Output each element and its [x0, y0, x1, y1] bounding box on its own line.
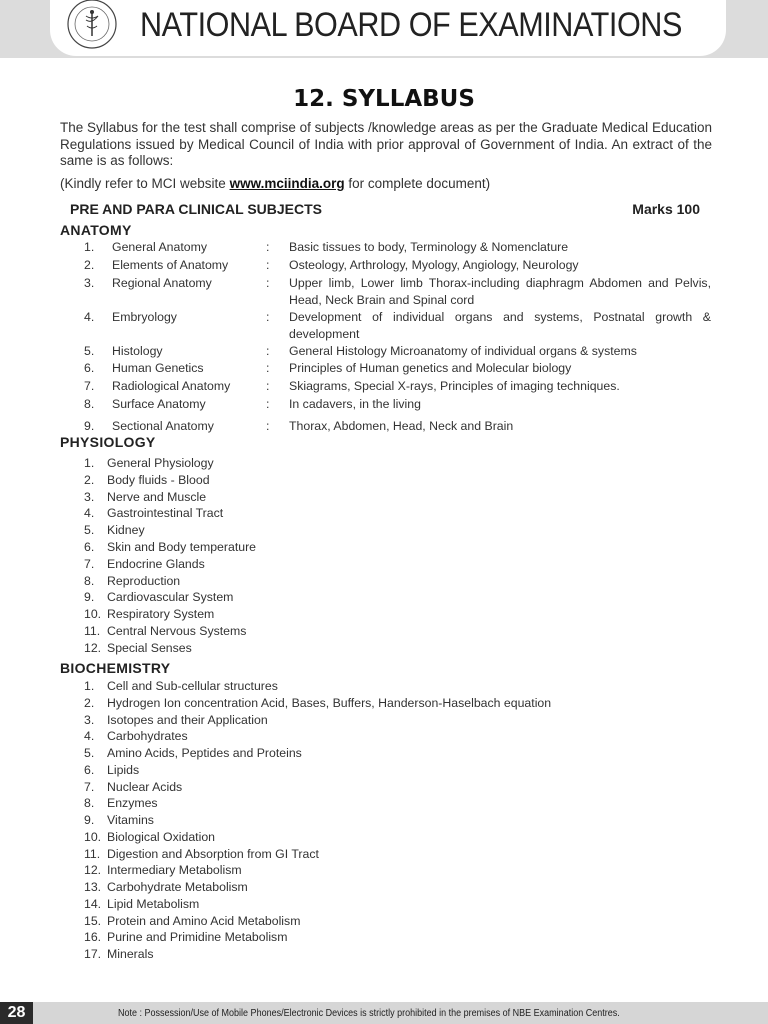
row-colon: :: [266, 361, 270, 375]
list-item-text: Enzymes: [107, 796, 158, 811]
list-item-text: Respiratory System: [107, 607, 215, 622]
row-description: Principles of Human genetics and Molecular biology: [289, 361, 572, 375]
list-item-text: Vitamins: [107, 813, 154, 827]
list-item-number: 12.: [84, 863, 102, 878]
list-item-text: Cell and Sub-cellular structures: [107, 679, 278, 693]
list-item-number: 10.: [84, 607, 102, 622]
list-item-number: 8.: [84, 796, 95, 811]
list-item-text: Lipid Metabolism: [107, 896, 200, 911]
row-description: In cadavers, in the living: [289, 397, 421, 411]
refer-prefix: (Kindly refer to MCI website: [60, 176, 230, 191]
row-topic: Elements of Anatomy: [112, 258, 229, 272]
biochemistry-heading: BIOCHEMISTRY: [60, 660, 171, 676]
list-item-text: Carbohydrates: [107, 729, 188, 744]
list-item-number: 11.: [84, 846, 101, 861]
list-item-text: Lipids: [107, 762, 140, 777]
page-number: 28: [0, 1002, 33, 1024]
row-colon: :: [266, 379, 270, 393]
list-item-number: 3.: [84, 489, 95, 504]
list-item-number: 15.: [84, 913, 102, 928]
row-topic: Radiological Anatomy: [112, 379, 231, 393]
row-number: 7.: [84, 379, 95, 393]
list-item-number: 9.: [84, 590, 95, 605]
list-item-text: Endocrine Glands: [107, 556, 205, 571]
list-item-text: Hydrogen Ion concentration Acid, Bases, Buffers, Handerson-Haselbach equation: [107, 695, 552, 710]
list-item-text: Reproduction: [107, 573, 181, 588]
list-item-text: Biological Oxidation: [107, 829, 216, 844]
refer-suffix: for complete document): [344, 176, 491, 191]
row-colon: :: [266, 310, 270, 324]
list-item-number: 1.: [84, 456, 95, 470]
row-colon: :: [266, 344, 270, 358]
row-description: Skiagrams, Special X-rays, Principles of imaging techniques.: [289, 379, 620, 393]
row-topic: Sectional Anatomy: [112, 419, 214, 433]
row-number: 9.: [84, 419, 95, 433]
row-colon: :: [266, 276, 270, 290]
list-item-text: Kidney: [107, 523, 145, 538]
list-item-number: 7.: [84, 779, 95, 794]
list-item-text: Minerals: [107, 947, 154, 961]
row-number: 2.: [84, 258, 95, 272]
list-item-number: 17.: [84, 947, 102, 961]
list-item-number: 8.: [84, 573, 95, 588]
page-header-title: NATIONAL BOARD OF EXAMINATIONS: [140, 6, 682, 44]
list-item-text: Central Nervous Systems: [107, 624, 247, 638]
list-item-text: Protein and Amino Acid Metabolism: [107, 913, 301, 928]
list-item-number: 14.: [84, 896, 102, 911]
row-colon: :: [266, 258, 270, 272]
row-topic: Regional Anatomy: [112, 276, 212, 290]
list-item-text: Amino Acids, Peptides and Proteins: [107, 746, 302, 760]
row-number: 1.: [84, 240, 95, 254]
list-item-text: Isotopes and their Application: [107, 712, 268, 727]
row-number: 3.: [84, 276, 95, 290]
list-item-number: 10.: [84, 829, 102, 844]
row-colon: :: [266, 240, 270, 254]
row-description: Development of individual organs and systems, Postnatal growth & development: [289, 310, 711, 341]
row-topic: Embryology: [112, 310, 177, 324]
list-item-text: Carbohydrate Metabolism: [107, 880, 248, 894]
refer-line: [60, 176, 490, 191]
list-item-text: Body fluids - Blood: [107, 472, 210, 487]
list-item-number: 12.: [84, 640, 102, 655]
row-number: 5.: [84, 344, 95, 358]
list-item-number: 3.: [84, 712, 95, 727]
row-colon: :: [266, 397, 270, 411]
list-item-number: 7.: [84, 556, 95, 571]
anatomy-heading: ANATOMY: [60, 222, 132, 238]
list-item-text: Nerve and Muscle: [107, 489, 207, 504]
list-item-text: General Physiology: [107, 456, 214, 470]
row-number: 6.: [84, 361, 95, 375]
section-title: 12. SYLLABUS: [293, 86, 475, 112]
row-topic: Surface Anatomy: [112, 397, 206, 411]
list-item-number: 2.: [84, 695, 95, 710]
list-item-number: 5.: [84, 523, 95, 538]
row-number: 8.: [84, 397, 95, 411]
mci-website-link[interactable]: www.mciindia.org: [229, 176, 345, 191]
list-item-number: 11.: [84, 624, 101, 638]
list-item-text: Special Senses: [107, 640, 192, 655]
subjects-heading: PRE AND PARA CLINICAL SUBJECTS: [70, 201, 323, 217]
footer-note: Note : Possession/Use of Mobile Phones/Electronic Devices is strictly prohibited in the premises of NBE Examination Centres.: [118, 1008, 620, 1019]
nbe-emblem-icon: [64, 0, 120, 52]
marks-label: Marks 100: [632, 201, 700, 217]
row-topic: Histology: [112, 344, 163, 358]
physiology-heading: PHYSIOLOGY: [60, 434, 156, 450]
list-item-number: 5.: [84, 746, 95, 760]
list-item-text: Intermediary Metabolism: [107, 863, 242, 878]
list-item-number: 13.: [84, 880, 102, 894]
list-item-text: Nuclear Acids: [107, 779, 183, 794]
list-item-number: 1.: [84, 679, 95, 693]
list-item-text: Gastrointestinal Tract: [107, 506, 224, 521]
row-topic: General Anatomy: [112, 240, 208, 254]
row-description: Upper limb, Lower limb Thorax-including diaphragm Abdomen and Pelvis, Head, Neck Brain and Spinal cord: [289, 276, 711, 307]
row-description: Osteology, Arthrology, Myology, Angiology, Neurology: [289, 258, 579, 272]
list-item-text: Digestion and Absorption from GI Tract: [107, 846, 319, 861]
row-topic: Human Genetics: [112, 361, 204, 375]
row-number: 4.: [84, 310, 95, 324]
list-item-number: 6.: [84, 762, 95, 777]
list-item-number: 2.: [84, 472, 95, 487]
list-item-text: Skin and Body temperature: [107, 540, 257, 554]
list-item-number: 4.: [84, 729, 95, 744]
list-item-number: 9.: [84, 813, 95, 827]
list-item-number: 16.: [84, 930, 102, 945]
row-colon: :: [266, 419, 270, 433]
intro-paragraph: The Syllabus for the test shall comprise of subjects /knowledge areas as per the Graduate Medical Education Regulations issued by Medical Council of India with prior approval of Government of India. An extract of the same is as follows:: [60, 120, 712, 168]
row-description: Thorax, Abdomen, Head, Neck and Brain: [289, 419, 514, 433]
row-description: Basic tissues to body, Terminology & Nomenclature: [289, 240, 569, 254]
list-item-text: Purine and Primidine Metabolism: [107, 930, 288, 945]
list-item-number: 4.: [84, 506, 95, 521]
list-item-text: Cardiovascular System: [107, 590, 234, 605]
row-description: General Histology Microanatomy of individual organs & systems: [289, 344, 637, 358]
list-item-number: 6.: [84, 540, 95, 554]
